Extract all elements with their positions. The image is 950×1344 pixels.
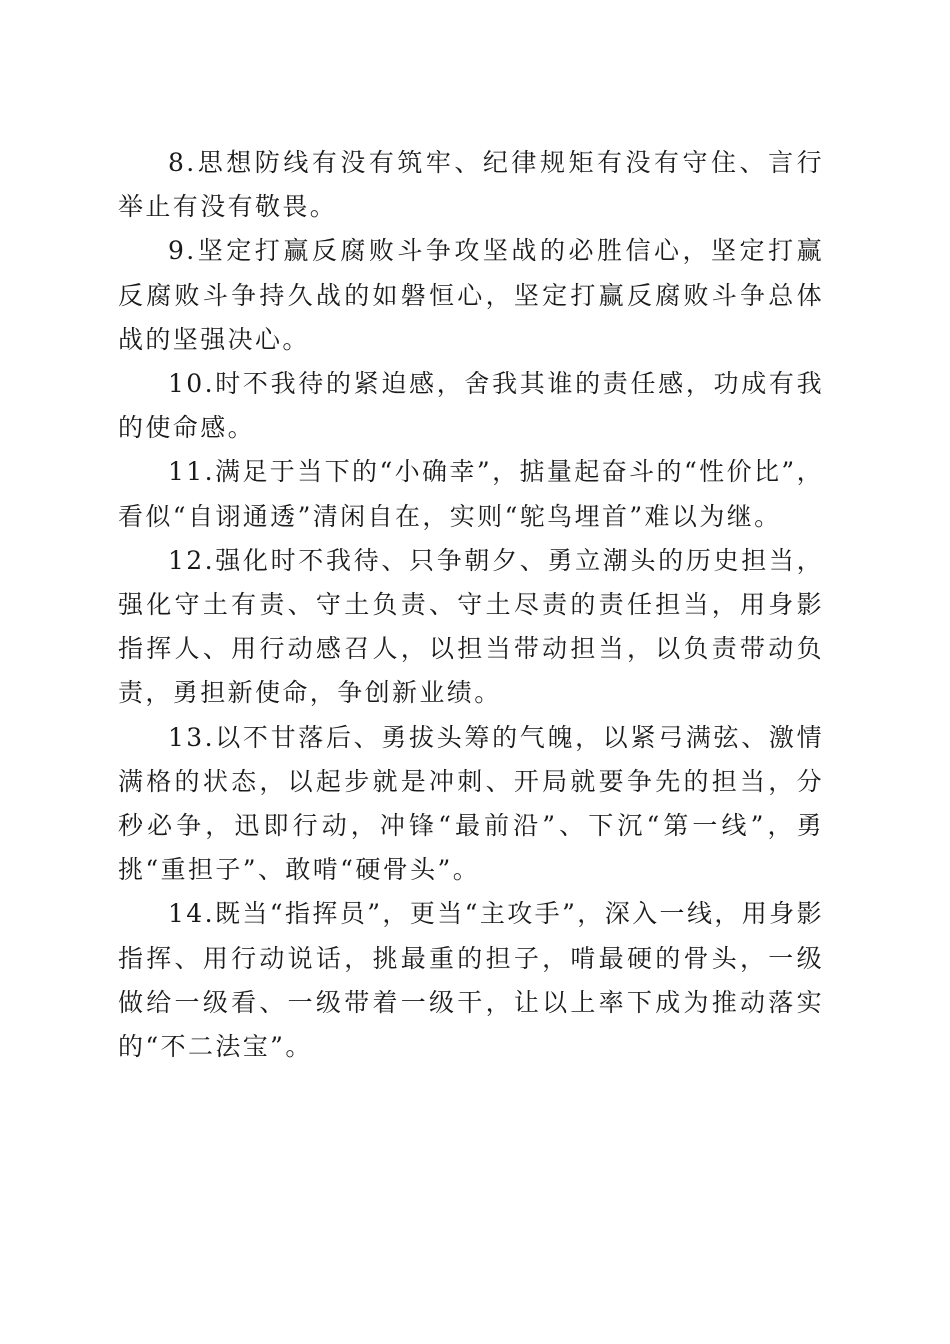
paragraph-9: 9.坚定打赢反腐败斗争攻坚战的必胜信心，坚定打赢反腐败斗争持久战的如磐恒心，坚定打赢反腐败斗争总体战的坚强决心。: [118, 236, 824, 354]
document-body: [118, 141, 824, 1069]
paragraph-10: 10.时不我待的紧迫感，舍我其谁的责任感，功成有我的使命感。: [118, 369, 824, 443]
paragraph-13: 13.以不甘落后、勇拔头筹的气魄，以紧弓满弦、激情满格的状态，以起步就是冲刺、开局就要争先的担当，分秒必争，迅即行动，冲锋“最前沿”、下沉“第一线”，勇挑“重担子”、敢啃“硬骨头”。: [118, 722, 824, 885]
paragraph-12: 12.强化时不我待、只争朝夕、勇立潮头的历史担当，强化守土有责、守土负责、守土尽责的责任担当，用身影指挥人、用行动感召人，以担当带动担当，以负责带动负责，勇担新使命，争创新业绩。: [118, 545, 824, 708]
paragraph-8: 8.思想防线有没有筑牢、纪律规矩有没有守住、言行举止有没有敬畏。: [118, 148, 824, 222]
paragraph-11: 11.满足于当下的“小确幸”，掂量起奋斗的“性价比”，看似“自诩通透”清闲自在，实则“鸵鸟埋首”难以为继。: [118, 457, 824, 531]
paragraph-14: 14.既当“指挥员”，更当“主攻手”，深入一线，用身影指挥、用行动说话，挑最重的担子，啃最硬的骨头，一级做给一级看、一级带着一级干，让以上率下成为推动落实的“不二法宝”。: [118, 899, 824, 1062]
